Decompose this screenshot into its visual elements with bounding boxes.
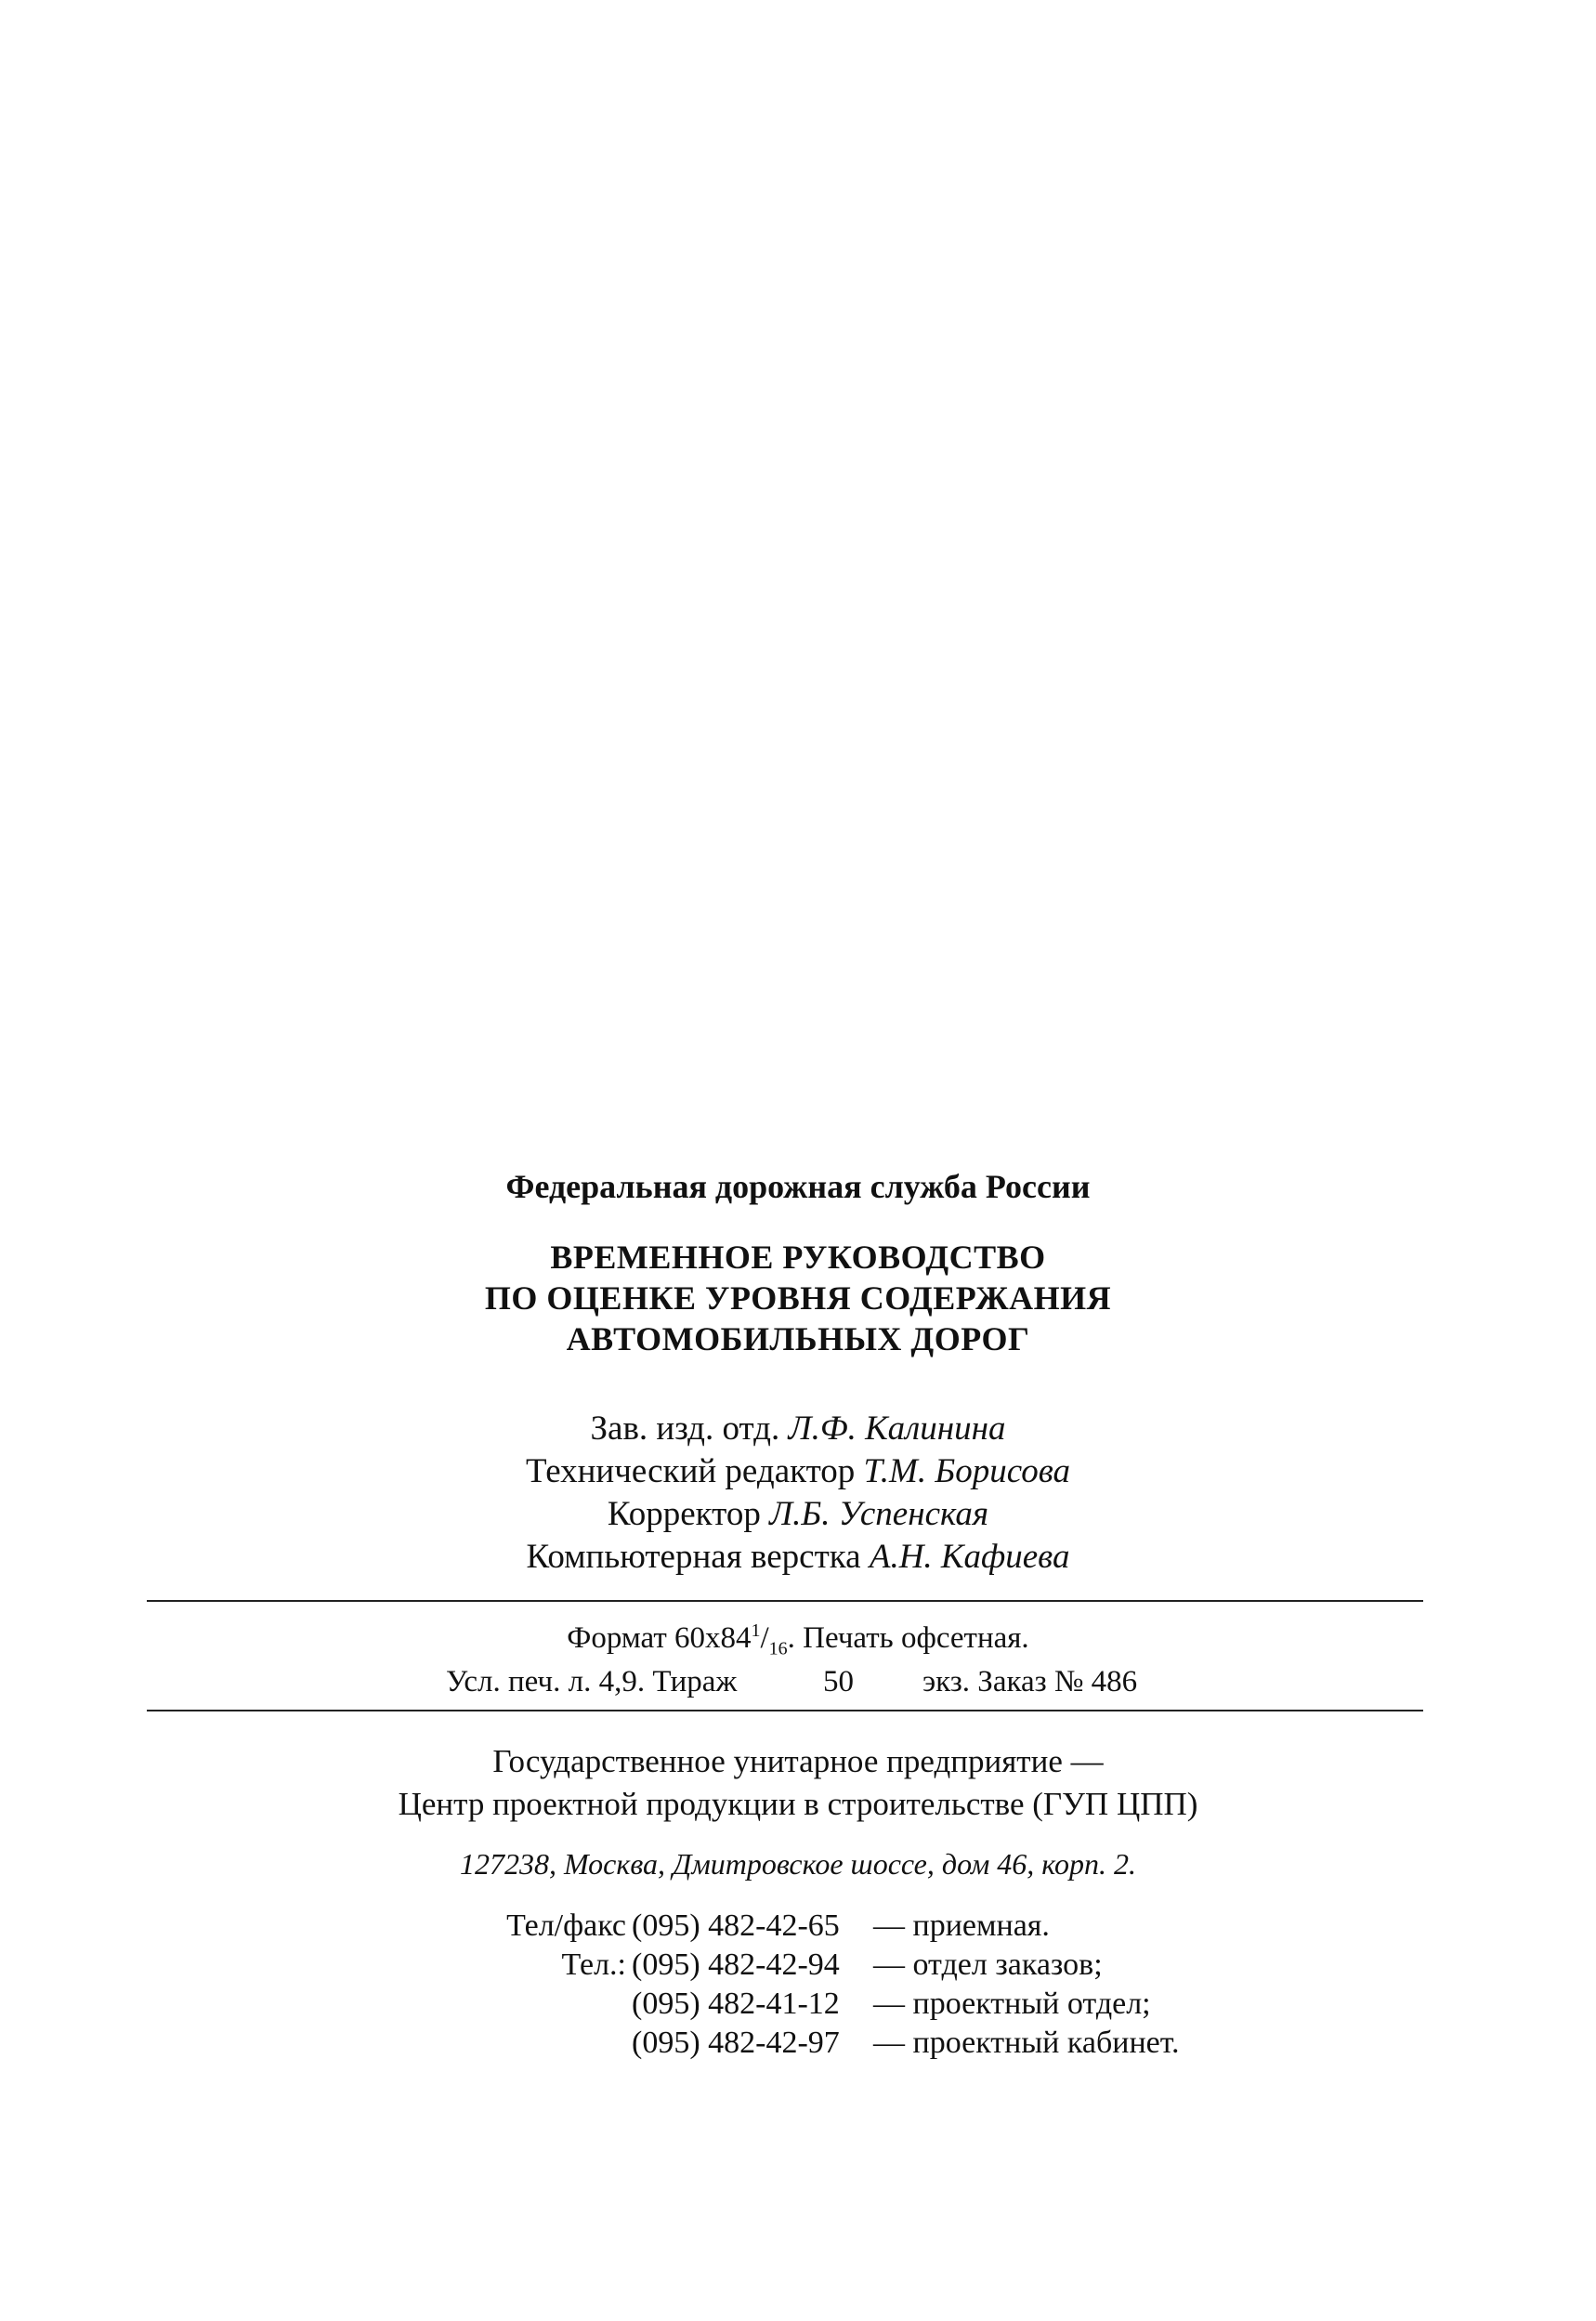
format-line [0,1620,1596,1660]
phone-label: Тел/факс [506,1908,626,1943]
credit-line-proofreader [0,1494,1596,1534]
credit-role: Корректор [607,1495,761,1533]
phone-description: — отдел заказов; [873,1947,1103,1982]
format-fraction-numerator: 1 [751,1620,761,1641]
credit-role: Технический редактор [526,1452,856,1490]
credit-name: А.Н. Кафиева [869,1538,1070,1576]
organization-line-1: Государственное унитарное предприятие — [492,1743,1104,1779]
phone-label: Тел.: [561,1947,626,1982]
print-order-number: экз. Заказ № 486 [922,1665,1138,1698]
bottom-divider [147,1710,1423,1711]
print-tirage-value: 50 [823,1665,854,1698]
phone-description: — проектный отдел; [873,1987,1151,2021]
phone-description: — приемная. [873,1908,1050,1943]
print-sheets-label: Усл. печ. л. 4,9. Тираж [446,1665,738,1698]
phone-row [0,1987,1596,2026]
phone-row [0,1908,1596,1947]
credit-role: Зав. изд. отд. [590,1410,780,1448]
phone-description: — проектный кабинет. [873,2026,1180,2060]
document-title-line-3: АВТОМОБИЛЬНЫХ ДОРОГ [566,1320,1030,1357]
organization-address: 127238, Москва, Дмитровское шоссе, дом 46, корп. 2. [459,1847,1137,1881]
phone-number: (095) 482-42-97 [632,2026,840,2060]
phone-number: (095) 482-42-94 [632,1947,840,1982]
organization-line-2: Центр проектной продукции в строительстве (ГУП ЦПП) [398,1786,1198,1822]
credit-name: Л.Б. Успенская [769,1495,989,1533]
agency-name: Федеральная дорожная служба России [505,1168,1091,1205]
format-fraction-slash: / [760,1621,769,1655]
credit-line-layout [0,1537,1596,1577]
phone-number: (095) 482-42-65 [632,1908,840,1943]
format-suffix: . Печать офсетная. [787,1621,1029,1655]
credit-line-head-of-publishing [0,1409,1596,1449]
document-title-line-1: ВРЕМЕННОЕ РУКОВОДСТВО [550,1239,1046,1276]
credit-role: Компьютерная верстка [526,1538,861,1576]
credit-line-technical-editor [0,1451,1596,1491]
format-prefix: Формат 60x84 [567,1621,752,1655]
document-title-line-2: ПО ОЦЕНКЕ УРОВНЯ СОДЕРЖАНИЯ [484,1279,1112,1317]
phone-row [0,2026,1596,2065]
top-divider [147,1600,1423,1602]
phone-number: (095) 482-41-12 [632,1987,840,2021]
credit-name: Л.Ф. Калинина [788,1410,1006,1448]
phone-row [0,1947,1596,1987]
format-fraction-denominator: 16 [768,1638,788,1659]
credit-name: Т.М. Борисова [863,1452,1070,1490]
